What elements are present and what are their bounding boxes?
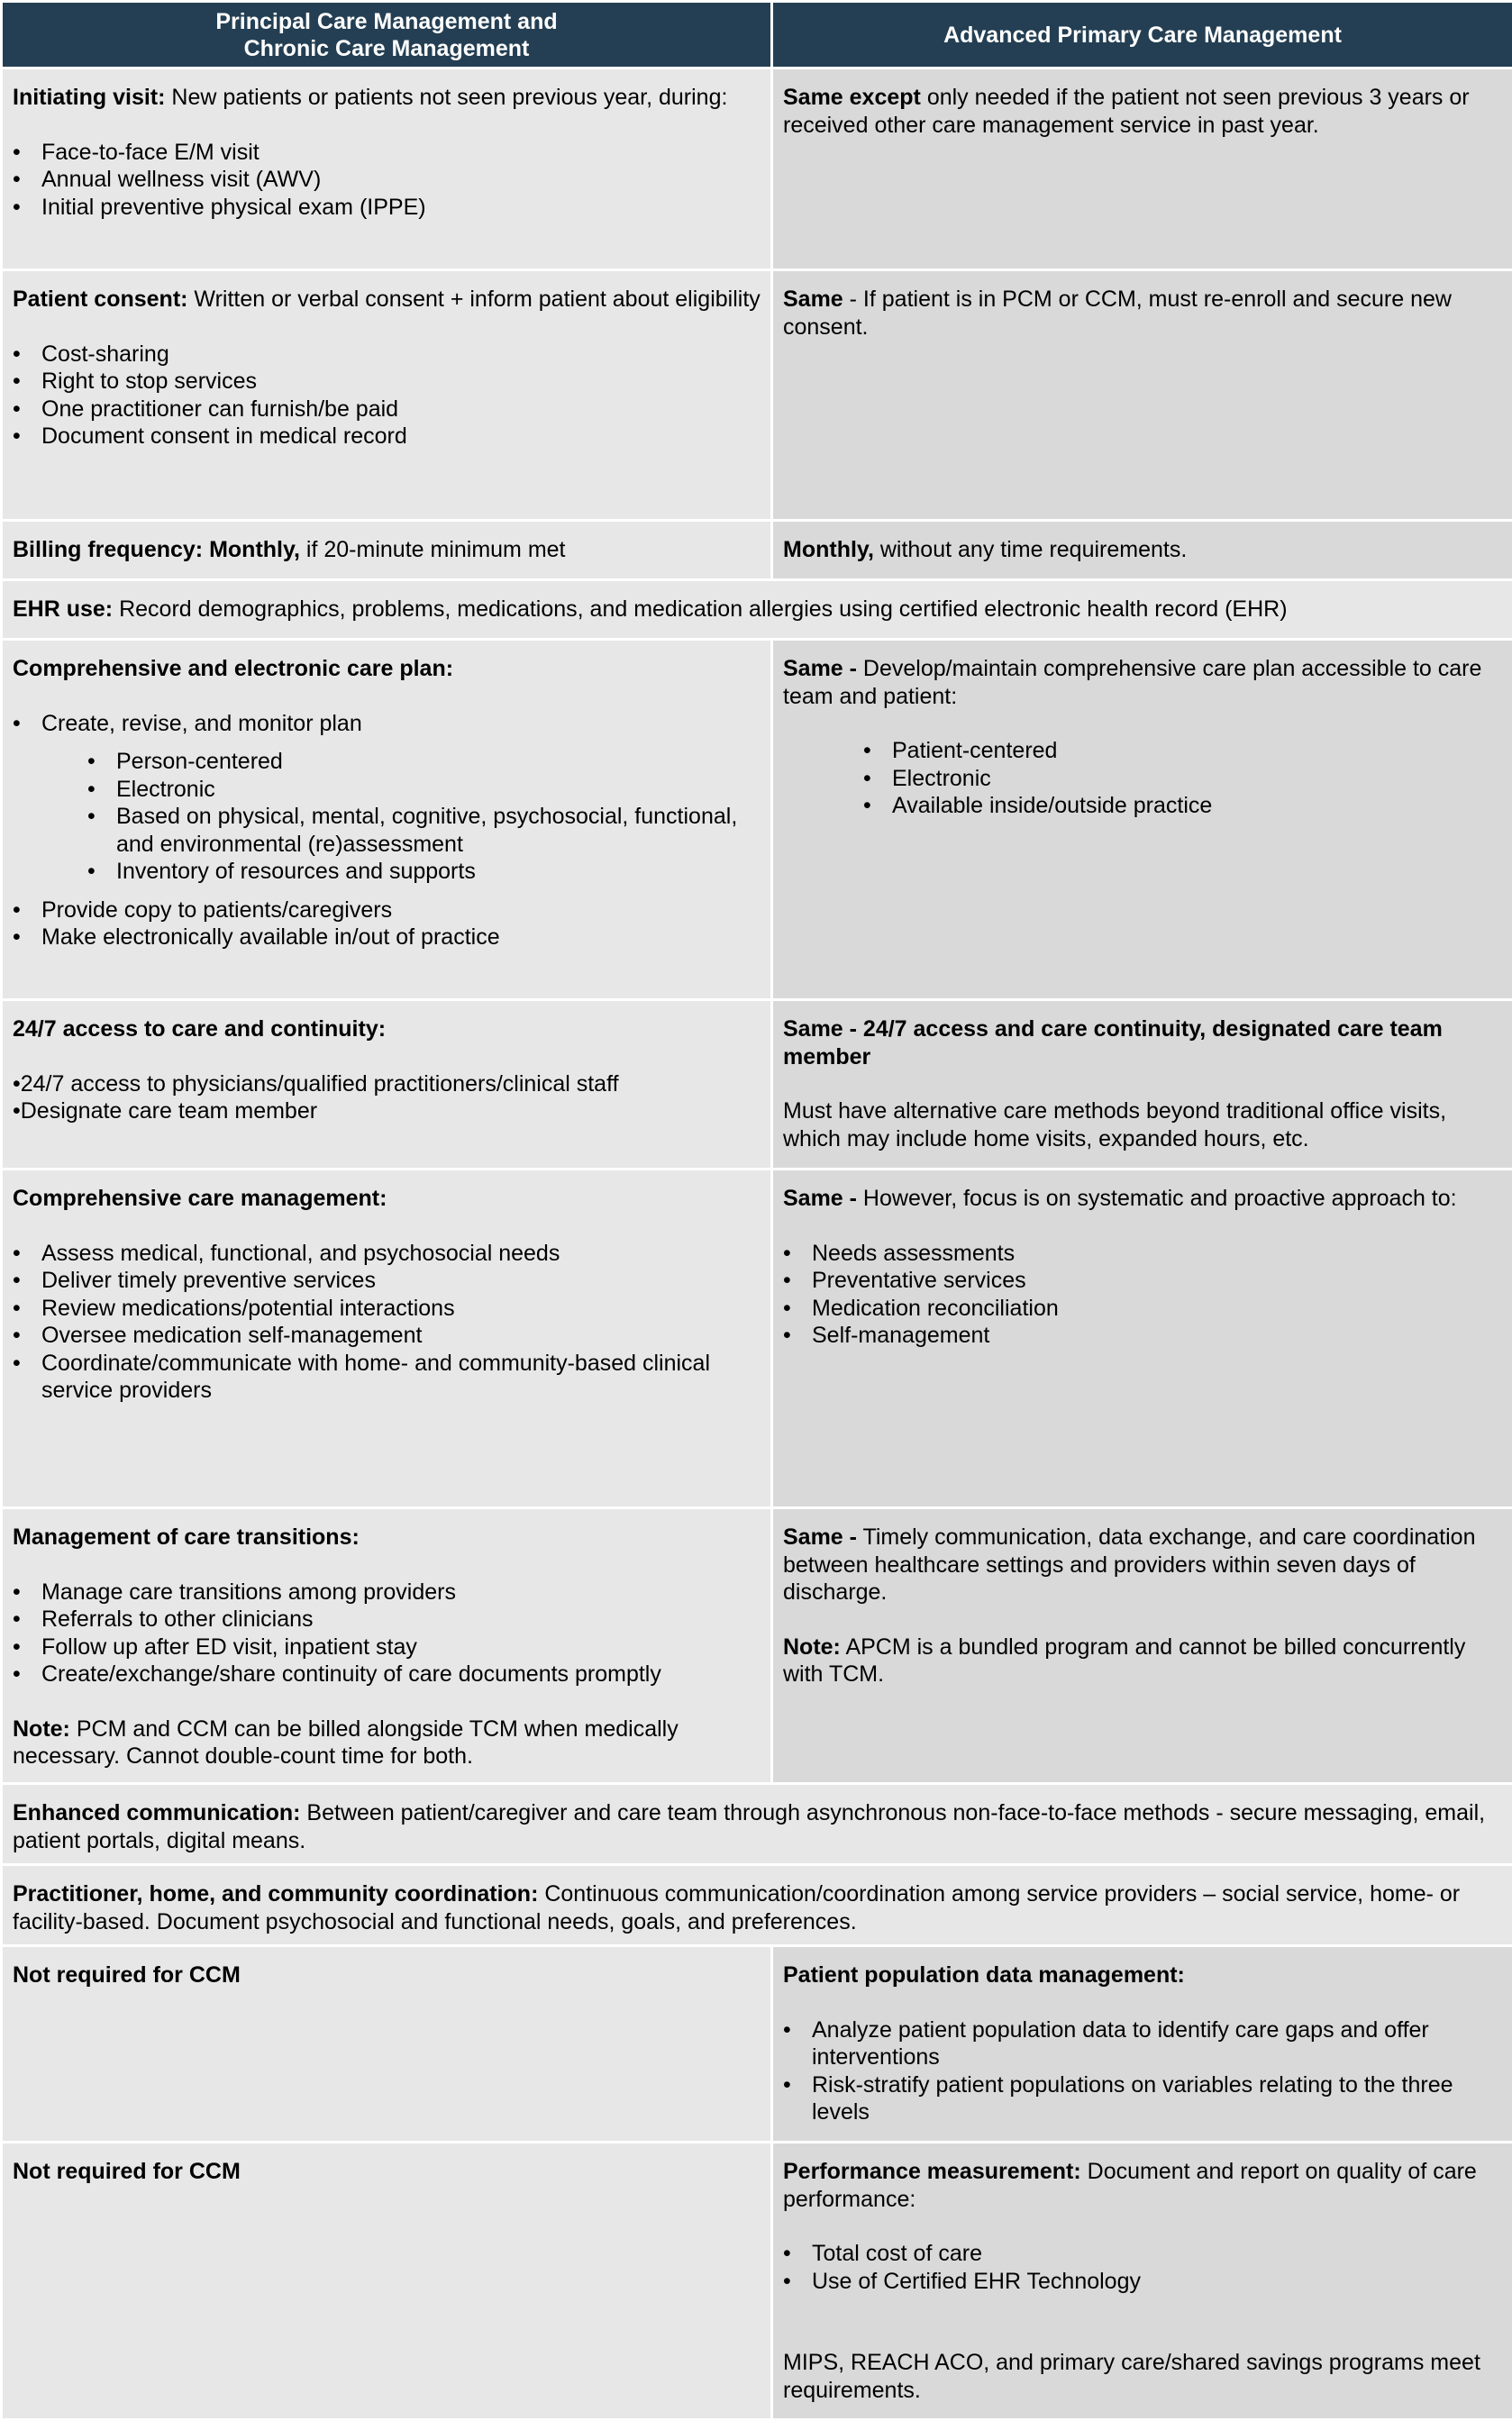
enhanced-label: Enhanced communication:	[13, 1800, 300, 1825]
ehr-label: EHR use:	[13, 596, 113, 622]
list-item: • Coordinate/communicate with home- and community-based clinical service providers	[13, 1350, 761, 1405]
performance-right-label: Performance measurement:	[783, 2159, 1081, 2184]
transitions-right-label: Same -	[783, 1525, 857, 1550]
list-item: • Deliver timely preventive services	[13, 1267, 761, 1295]
ccm-right-text: However, focus is on systematic and proactive approach to:	[857, 1186, 1457, 1211]
transitions-right-text: Timely communication, data exchange, and care coordination between healthcare settings and providers within seven days of discharge.	[783, 1525, 1475, 1605]
cell-performance-left	[2, 2143, 772, 2420]
cell-ccm-left	[2, 1170, 772, 1508]
list-item: • Analyze patient population data to identify care gaps and offer interventions	[783, 2016, 1502, 2071]
row-ehr-use	[2, 580, 1512, 640]
careplan-label: Comprehensive and electronic care plan:	[13, 655, 761, 683]
consent-label: Patient consent:	[13, 287, 187, 312]
careplan-right-text: Develop/maintain comprehensive care plan accessible to care team and patient:	[783, 656, 1481, 709]
enhanced-text: Between patient/caregiver and care team through asynchronous non-face-to-face methods - secure messaging, email, patient portals, digital means.	[13, 1800, 1485, 1853]
list-item: • Patient-centered	[863, 737, 1502, 765]
cell-billing-left	[2, 521, 772, 580]
row-patient-consent	[2, 270, 1512, 521]
population-right-label: Patient population data management:	[783, 1961, 1502, 1989]
performance-left-label: Not required for CCM	[13, 2158, 761, 2186]
row-care-plan	[2, 640, 1512, 1000]
population-list	[783, 2016, 1502, 2126]
list-item: • Initial preventive physical exam (IPPE)	[13, 194, 761, 222]
list-item: • Use of Certified EHR Technology	[783, 2268, 1502, 2296]
initiating-label: Initiating visit:	[13, 85, 165, 110]
transitions-right-note-text: APCM is a bundled program and cannot be billed concurrently with TCM.	[783, 1634, 1465, 1688]
ccm-list	[13, 1240, 761, 1405]
list-item: • Inventory of resources and supports	[87, 858, 761, 886]
access-right-text: Must have alternative care methods beyond traditional office visits, which may include home visits, expanded hours, etc.	[783, 1097, 1502, 1152]
header-left	[2, 2, 772, 68]
list-item: • Make electronically available in/out of practice	[13, 924, 761, 951]
access-right-label: Same - 24/7 access and care continuity, designated care team member	[783, 1015, 1502, 1070]
transitions-note	[13, 1716, 761, 1770]
transitions-note-text: PCM and CCM can be billed alongside TCM when medically necessary. Cannot double-count time for both.	[13, 1716, 679, 1770]
list-item: • Provide copy to patients/caregivers	[13, 896, 761, 924]
billing-right-label: Monthly,	[783, 537, 874, 562]
initiating-list	[13, 139, 761, 222]
list-item: • Preventative services	[783, 1267, 1502, 1295]
cell-careplan-right	[772, 640, 1512, 1000]
consent-right-label: Same	[783, 287, 843, 312]
cell-coordination	[2, 1865, 1512, 1946]
list-item: • Medication reconciliation	[783, 1295, 1502, 1323]
access-lines	[13, 1070, 761, 1125]
billing-text: if 20-minute minimum met	[300, 537, 566, 562]
cell-enhanced	[2, 1784, 1512, 1865]
transitions-label: Management of care transitions:	[13, 1524, 761, 1552]
list-item: • One practitioner can furnish/be paid	[13, 396, 761, 423]
cell-consent-right	[772, 270, 1512, 521]
row-performance	[2, 2143, 1512, 2420]
list-item: • Create, revise, and monitor plan	[13, 710, 761, 738]
cell-careplan-left	[2, 640, 772, 1000]
cell-ccm-right	[772, 1170, 1512, 1508]
list-item: • Electronic	[87, 776, 761, 804]
careplan-sublist	[87, 748, 761, 886]
ehr-text: Record demographics, problems, medications, and medication allergies using certified electronic health record (EHR)	[113, 596, 1287, 622]
cell-billing-right	[772, 521, 1512, 580]
cell-transitions-right	[772, 1508, 1512, 1784]
list-item: • Based on physical, mental, cognitive, psychosocial, functional, and environmental (re)assessment	[87, 803, 761, 858]
cell-population-right	[772, 1946, 1512, 2143]
list-item: • Risk-stratify patient populations on variables relating to the three levels	[783, 2071, 1502, 2126]
consent-list	[13, 341, 761, 451]
initiating-right-text: only needed if the patient not seen previous 3 years or received other care management service in past year.	[783, 85, 1470, 138]
ccm-right-label: Same -	[783, 1186, 857, 1211]
coordination-text: Continuous communication/coordination among service providers – social service, home- or facility-based. Document psychosocial and functional needs, goals, and preferences.	[13, 1881, 1460, 1934]
ccm-label: Comprehensive care management:	[13, 1185, 761, 1213]
list-item: • Annual wellness visit (AWV)	[13, 166, 761, 194]
cell-transitions-left	[2, 1508, 772, 1784]
list-item: • Electronic	[863, 765, 1502, 793]
row-care-transitions	[2, 1508, 1512, 1784]
cell-access-right	[772, 1000, 1512, 1170]
list-item: • Self-management	[783, 1322, 1502, 1350]
performance-list	[783, 2240, 1502, 2295]
cell-consent-left	[2, 270, 772, 521]
transitions-right-note	[783, 1634, 1502, 1688]
consent-text: Written or verbal consent + inform patient about eligibility	[187, 287, 760, 312]
header-row	[2, 2, 1512, 68]
cell-initiating-right	[772, 68, 1512, 270]
row-enhanced-communication	[2, 1784, 1512, 1865]
row-access	[2, 1000, 1512, 1170]
careplan-list-b	[13, 896, 761, 951]
cell-performance-right	[772, 2143, 1512, 2420]
access-label: 24/7 access to care and continuity:	[13, 1015, 761, 1043]
cell-ehr	[2, 580, 1512, 640]
careplan-right-list	[863, 737, 1502, 820]
list-item: • Right to stop services	[13, 368, 761, 396]
consent-right-text: - If patient is in PCM or CCM, must re-enroll and secure new consent.	[783, 287, 1452, 340]
header-left-line1: Principal Care Management and	[215, 9, 557, 34]
row-comprehensive-care	[2, 1170, 1512, 1508]
list-item: • Face-to-face E/M visit	[13, 139, 761, 167]
row-coordination	[2, 1865, 1512, 1946]
header-left-line2: Chronic Care Management	[244, 36, 530, 61]
performance-right-text: Document and report on quality of care performance:	[783, 2159, 1477, 2212]
transitions-list	[13, 1579, 761, 1688]
list-item: • Person-centered	[87, 748, 761, 776]
list-item: • Available inside/outside practice	[863, 792, 1502, 820]
list-item: • Document consent in medical record	[13, 423, 761, 451]
header-right: Advanced Primary Care Management	[772, 2, 1512, 68]
list-item: • Referrals to other clinicians	[13, 1606, 761, 1634]
list-item: • Create/exchange/share continuity of care documents promptly	[13, 1661, 761, 1688]
cell-population-left	[2, 1946, 772, 2143]
row-population-data	[2, 1946, 1512, 2143]
list-item: • Review medications/potential interactions	[13, 1295, 761, 1323]
list-item: • Total cost of care	[783, 2240, 1502, 2268]
initiating-right-label: Same except	[783, 85, 921, 110]
population-left-label: Not required for CCM	[13, 1961, 761, 1989]
billing-right-text: without any time requirements.	[874, 537, 1187, 562]
performance-footer: MIPS, REACH ACO, and primary care/shared savings programs meet requirements.	[783, 2349, 1502, 2404]
careplan-right-label: Same -	[783, 656, 857, 681]
access-line: •24/7 access to physicians/qualified practitioners/clinical staff	[13, 1070, 761, 1098]
access-line: •Designate care team member	[13, 1097, 761, 1125]
transitions-right-note-label: Note:	[783, 1634, 841, 1660]
row-initiating-visit	[2, 68, 1512, 270]
list-item: • Needs assessments	[783, 1240, 1502, 1268]
list-item: • Cost-sharing	[13, 341, 761, 369]
list-item: • Assess medical, functional, and psychosocial needs	[13, 1240, 761, 1268]
row-billing-frequency	[2, 521, 1512, 580]
list-item: • Oversee medication self-management	[13, 1322, 761, 1350]
careplan-list-a	[13, 710, 761, 738]
transitions-note-label: Note:	[13, 1716, 70, 1742]
cell-initiating-left	[2, 68, 772, 270]
list-item: • Manage care transitions among providers	[13, 1579, 761, 1606]
billing-label: Billing frequency: Monthly,	[13, 537, 300, 562]
cell-access-left	[2, 1000, 772, 1170]
coordination-label: Practitioner, home, and community coordination:	[13, 1881, 538, 1907]
ccm-right-list	[783, 1240, 1502, 1350]
initiating-text: New patients or patients not seen previous year, during:	[165, 85, 727, 110]
list-item: • Follow up after ED visit, inpatient stay	[13, 1634, 761, 1661]
